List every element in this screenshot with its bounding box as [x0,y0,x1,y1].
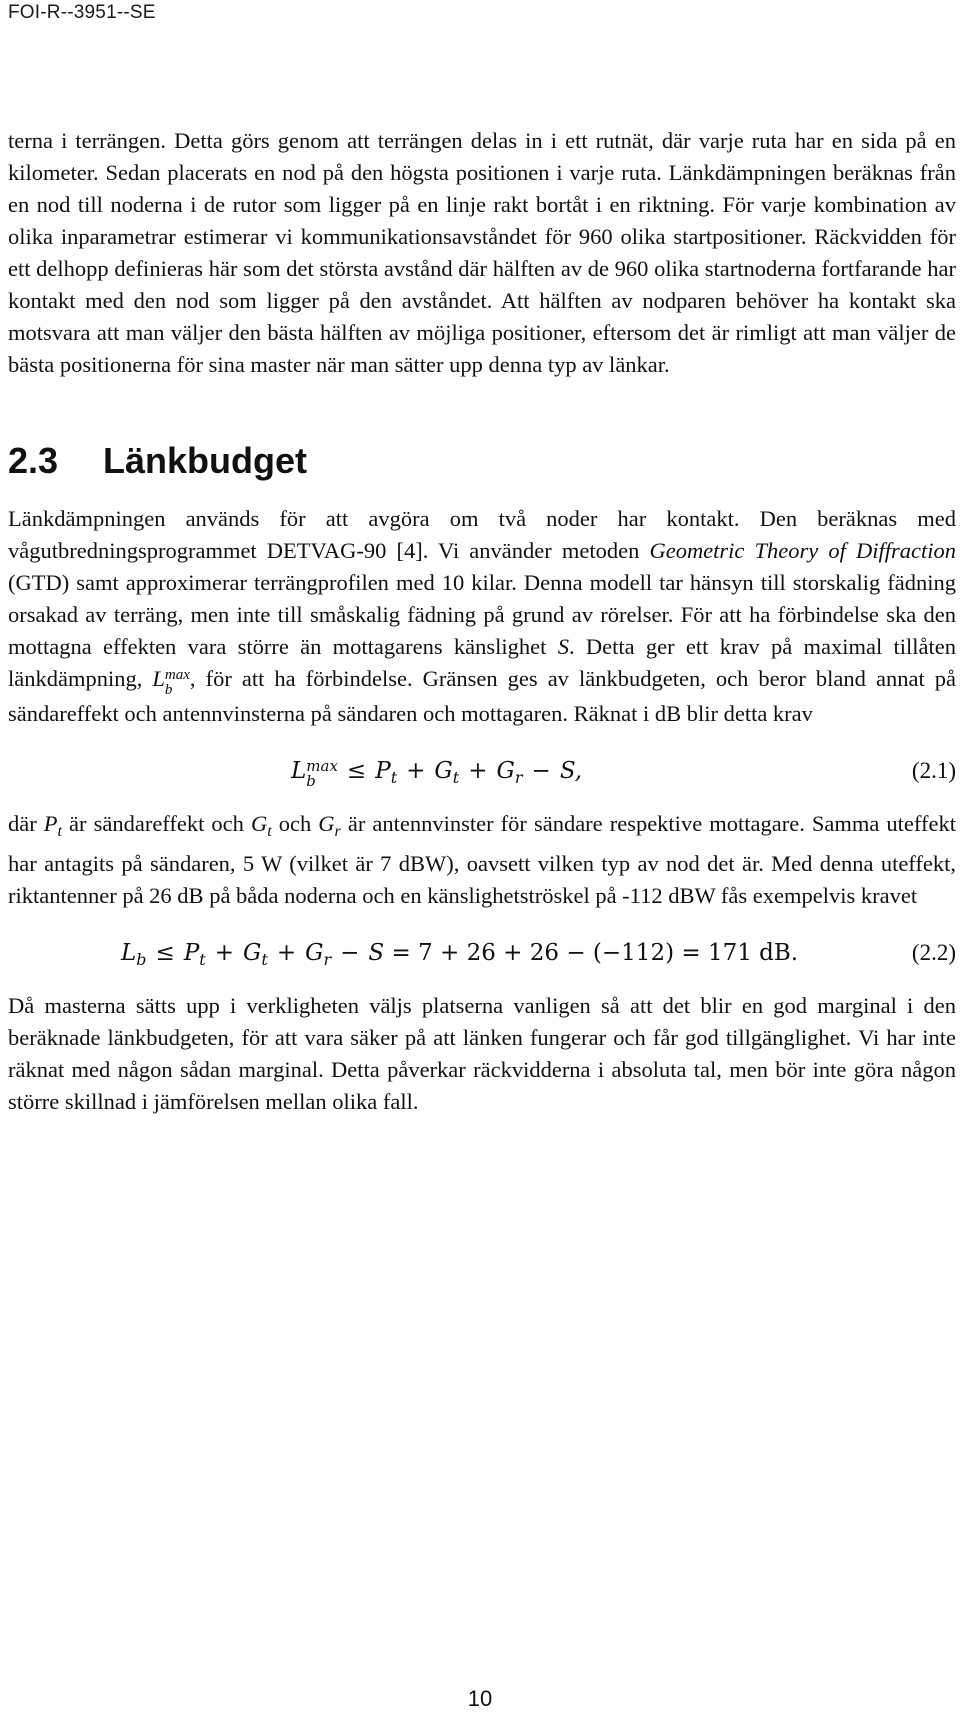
eq-operator: + [468,758,488,784]
subscript-b: b [164,682,173,698]
method-name: Geometric Theory of Diffraction [649,538,956,563]
equation-number: (2.2) [911,940,956,965]
text-run: (GTD) samt approximerar terrängprofilen med 10 kilar. Denna modell tar hänsyn till storskalig fädning orsakad av terräng, men inte till småskalig fädning på grund av rörelser. För att ha förbindelse ska den mottagna effekten vara större än mottagarens känslighet [8,570,956,659]
symbol-l: L [152,666,165,691]
eq-symbol: G [305,940,324,966]
eq-operator: ≤ [155,940,175,966]
equation-2-1-math [291,752,582,797]
eq-sub: t [261,950,268,969]
text-run: och [271,811,319,836]
equation-2-1 [8,752,956,790]
symbol-g: G [250,811,268,836]
paragraph-margin: Då masterna sätts upp i verkligheten väljs platserna vanligen så att det blir en god marginal i den beräknade länkbudgeten, för att vara säker på att länken fungerar och får god tillgänglighet. Vi har inte räknat med någon sådan marginal. Detta påverkar räckvidderna i absoluta tal, men bör inte göra någon större skillnad i jämförelsen mellan olika fall. [8,993,956,1114]
subscript: r [334,823,341,840]
eq-sub: t [390,768,398,787]
text-run: . Detta ger ett krav på maximal tillåten länkdämpning, [8,634,956,691]
equation-2-2-math [121,934,798,979]
eq-sub: b [306,772,316,790]
text-run: , för att ha förbindelse. Gränsen ges av länkbudgeten, och beror bland annat på sändareffekt och antennvinsterna på sändaren och mottagaren. Räknat i dB blir detta krav [8,666,956,726]
eq-operator: + [214,940,235,966]
eq-symbol: G [496,758,515,784]
symbol-g: G [318,811,335,836]
eq-sub: t [199,950,206,969]
symbol-s: S [557,634,569,659]
section-number: 2.3 [8,440,59,481]
eq-sub: t [452,768,460,787]
report-id-header: FOI-R--3951--SE [8,2,156,23]
paragraph-link-budget [8,503,956,730]
paragraph-variables [8,808,956,912]
section-heading [8,439,956,483]
eq-symbol: P [375,758,391,784]
eq-operator: + [406,758,426,784]
eq-symbol: G [243,940,262,966]
symbol-p: P [43,811,58,836]
equation-number: (2.1) [911,758,956,783]
eq-symbol: L [291,758,307,784]
eq-sup: max [306,757,338,775]
eq-arithmetic: = 7 + 26 + 26 − (−112) = 171 dB. [391,940,799,966]
eq-symbol: S, [559,758,583,784]
eq-symbol: G [434,758,453,784]
paragraph-intro: terna i terrängen. Detta görs genom att terrängen delas in i ett rutnät, där varje ruta har en sida på en kilometer. Sedan placerats en nod på den högsta positionen i varje ruta. Länkdämpningen beräknas från en nod till noderna i de rutor som ligger på en linje rakt bortåt i en riktning. För varje kombination av olika inparametrar estimerar vi kommunikationsavståndet för 960 olika startpositioner. Räckvidden för ett delhopp definieras här som det största avstånd där hälften av de 960 olika startnoderna fortfarande har kontakt med den nod som ligger på den avståndet. Att hälften av nodparen behöver ha kontakt ska motsvara att man väljer den bästa hälften av möjliga positioner, eftersom det är rimligt att man väljer de bästa positionerna för sina master när man sätter upp denna typ av länkar. [8,128,956,377]
text-run: Länkdämpningen används för att avgöra om två noder har kontakt. Den beräknas med vågutbredningsprogrammet DETVAG-90 [4]. Vi använder metoden [8,506,956,563]
eq-sub: b [136,950,147,969]
eq-operator: − [340,940,360,966]
eq-scripts [306,759,338,789]
section-title: Länkbudget [103,440,307,481]
text-run: där [8,811,44,836]
eq-symbol: S [368,940,385,966]
eq-operator: − [531,758,551,784]
eq-operator: + [276,940,297,966]
subscript: t [57,823,62,840]
eq-symbol: L [121,940,137,966]
eq-symbol: P [183,940,200,966]
superscript-max: max [164,667,190,683]
text-run: är sändareffekt och [62,811,251,836]
eq-sub: r [514,768,523,787]
eq-operator: ≤ [346,758,367,784]
subscript: t [267,823,272,840]
text-run: är antennvinster för sändare respektive mottagare. Samma uteffekt har antagits på sändaren, 5 W (vilket är 7 dBW), oavsett vilken typ av nod det är. Med denna uteffekt, riktantenner på 26 dB på båda noderna och en känslighetströskel på -112 dBW fås exempelvis kravet [8,811,956,908]
page-body [8,125,956,1118]
eq-sub: r [323,950,332,969]
symbol-l-scripts [165,668,190,698]
page-number: 10 [467,1686,493,1711]
equation-2-2 [8,934,956,972]
